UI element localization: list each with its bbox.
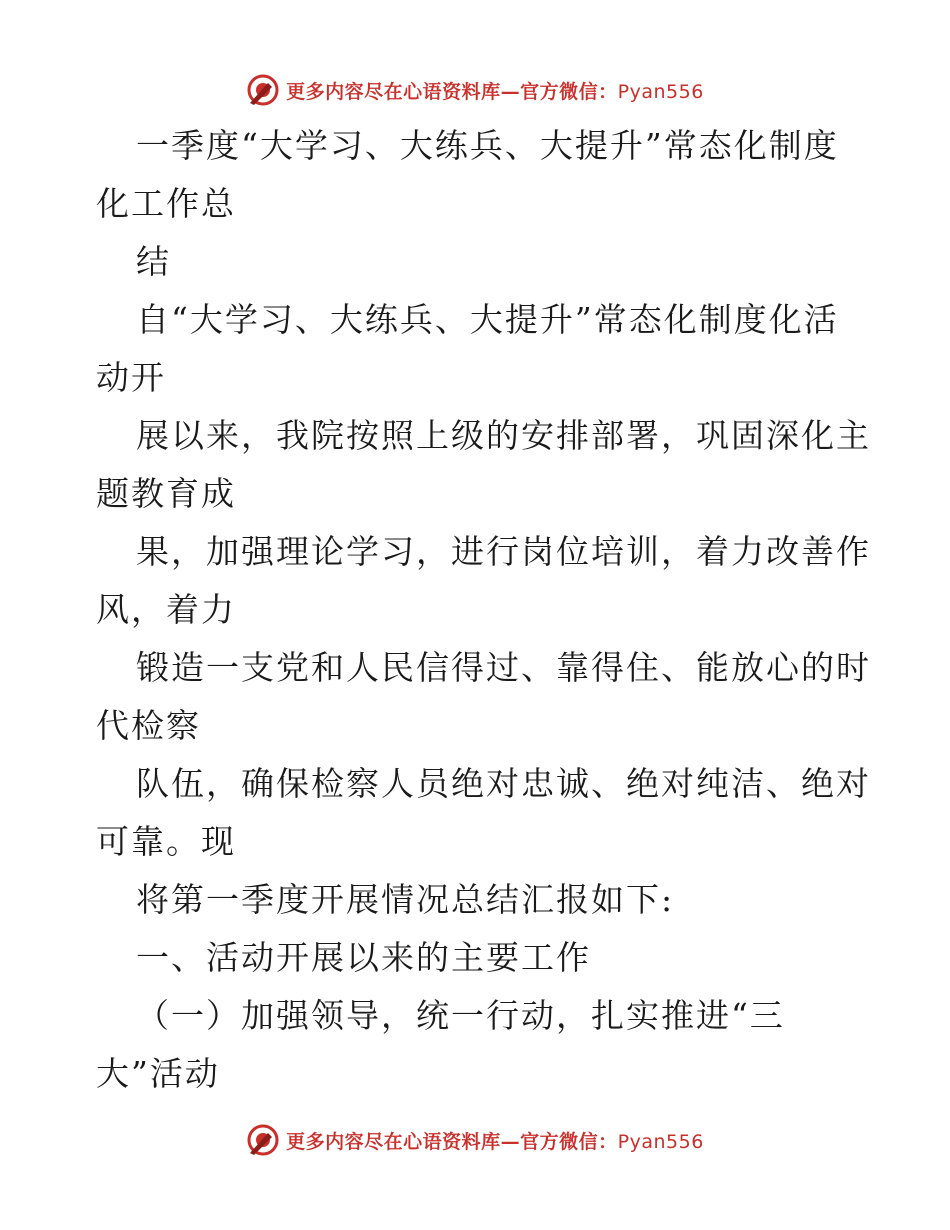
text-line: 一、活动开展以来的主要工作 (136, 938, 591, 977)
text-line: 队伍，确保检察人员绝对忠诚、绝对纯洁、绝对 (136, 764, 871, 803)
text-line: 可靠。现 (96, 822, 236, 861)
text-line: 展以来，我院按照上级的安排部署，巩固深化主 (136, 416, 871, 455)
watermark-text (286, 1127, 704, 1154)
text-line: 化工作总 (96, 184, 236, 223)
text-line: 锻造一支党和人民信得过、靠得住、能放心的时 (136, 648, 871, 687)
text-line: 果，加强理论学习，进行岗位培训，着力改善作 (136, 532, 871, 571)
text-line: 结 (136, 242, 171, 281)
text-line: 自“大学习、大练兵、大提升”常态化制度化活 (136, 300, 839, 339)
text-line: 风，着力 (96, 590, 236, 629)
watermark-label: 更多内容尽在心语资料库—官方微信： (286, 1130, 618, 1153)
document-body (96, 117, 871, 1103)
pen-logo-icon (246, 73, 280, 107)
text-line: （一）加强领导，统一行动，扎实推进“三 (136, 996, 785, 1035)
text-line: 题教育成 (96, 474, 236, 513)
text-line: 将第一季度开展情况总结汇报如下: (136, 880, 675, 919)
text-line: 代检察 (96, 706, 201, 745)
watermark-label: 更多内容尽在心语资料库—官方微信： (286, 80, 618, 103)
pen-logo-icon (246, 1123, 280, 1157)
header-watermark (0, 70, 950, 110)
footer-watermark (0, 1120, 950, 1160)
text-line: 一季度“大学习、大练兵、大提升”常态化制度 (136, 126, 839, 165)
watermark-text (286, 77, 704, 104)
watermark-wechat: Pyan556 (617, 1130, 704, 1153)
text-line: 动开 (96, 358, 166, 397)
watermark-wechat: Pyan556 (617, 80, 704, 103)
text-line: 大”活动 (96, 1054, 220, 1093)
